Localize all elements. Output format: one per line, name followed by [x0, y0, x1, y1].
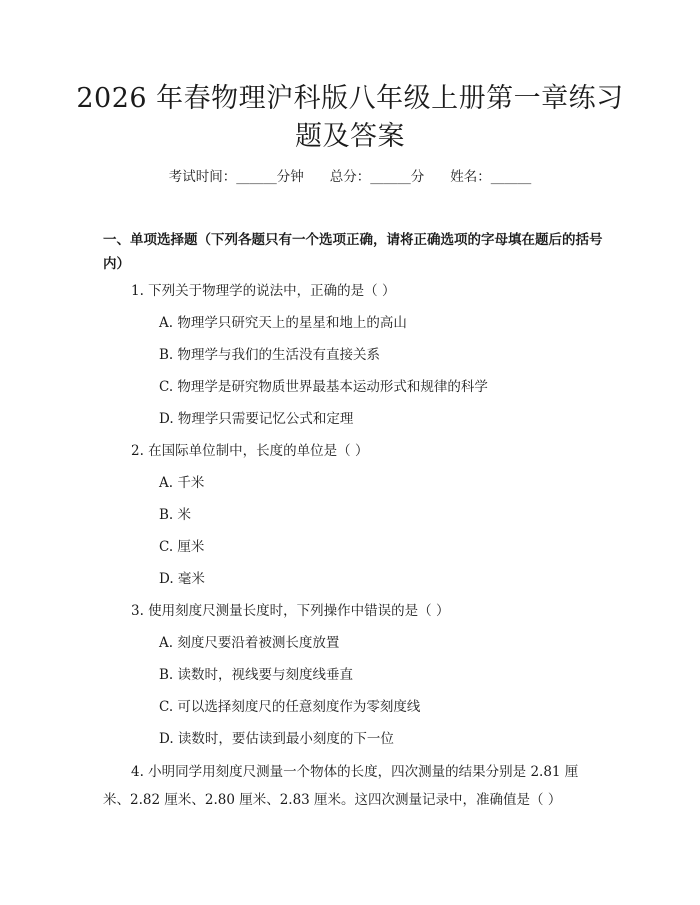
question-3-stem: 3. 使用刻度尺测量长度时，下列操作中错误的是（ ） [131, 603, 450, 619]
question-2-option-b: B. 米 [159, 507, 192, 523]
question-2-option-c: C. 厘米 [159, 539, 205, 555]
question-1-option-a: A. 物理学只研究天上的星星和地上的高山 [159, 315, 407, 331]
question-3-option-c: C. 可以选择刻度尺的任意刻度作为零刻度线 [159, 699, 421, 715]
question-2-stem: 2. 在国际单位制中，长度的单位是（ ） [131, 443, 369, 459]
total-score-field: 总分：______分 [329, 169, 425, 185]
question-1-option-d: D. 物理学只需要记忆公式和定理 [159, 411, 354, 427]
question-3-option-a: A. 刻度尺要沿着被测长度放置 [159, 635, 340, 651]
question-1-option-b: B. 物理学与我们的生活没有直接关系 [159, 347, 381, 363]
question-3-option-d: D. 读数时，要估读到最小刻度的下一位 [159, 731, 394, 747]
question-2-option-d: D. 毫米 [159, 571, 205, 587]
document-title-line-1: 2026 年春物理沪科版八年级上册第一章练习 [76, 83, 624, 114]
student-name-field: 姓名：______ [450, 169, 532, 185]
question-2-option-a: A. 千米 [159, 475, 205, 491]
section-heading-single-choice: 一、单项选择题（下列各题只有一个选项正确，请将正确选项的字母填在题后的括号内） [103, 232, 603, 272]
question-3-option-b: B. 读数时，视线要与刻度线垂直 [159, 667, 354, 683]
exam-time-field: 考试时间：______分钟 [168, 169, 304, 185]
exam-info-line [0, 167, 700, 187]
question-1-stem: 1. 下列关于物理学的说法中，正确的是（ ） [131, 283, 396, 299]
document-title-line-2: 题及答案 [295, 121, 405, 152]
question-4-stem: 4. 小明同学用刻度尺测量一个物体的长度，四次测量的结果分别是 2.81 厘米、2.82 厘米、2.80 厘米、2.83 厘米。这四次测量记录中，准确值是（ ） [103, 764, 579, 808]
question-1-option-c: C. 物理学是研究物质世界最基本运动形式和规律的科学 [159, 379, 488, 395]
